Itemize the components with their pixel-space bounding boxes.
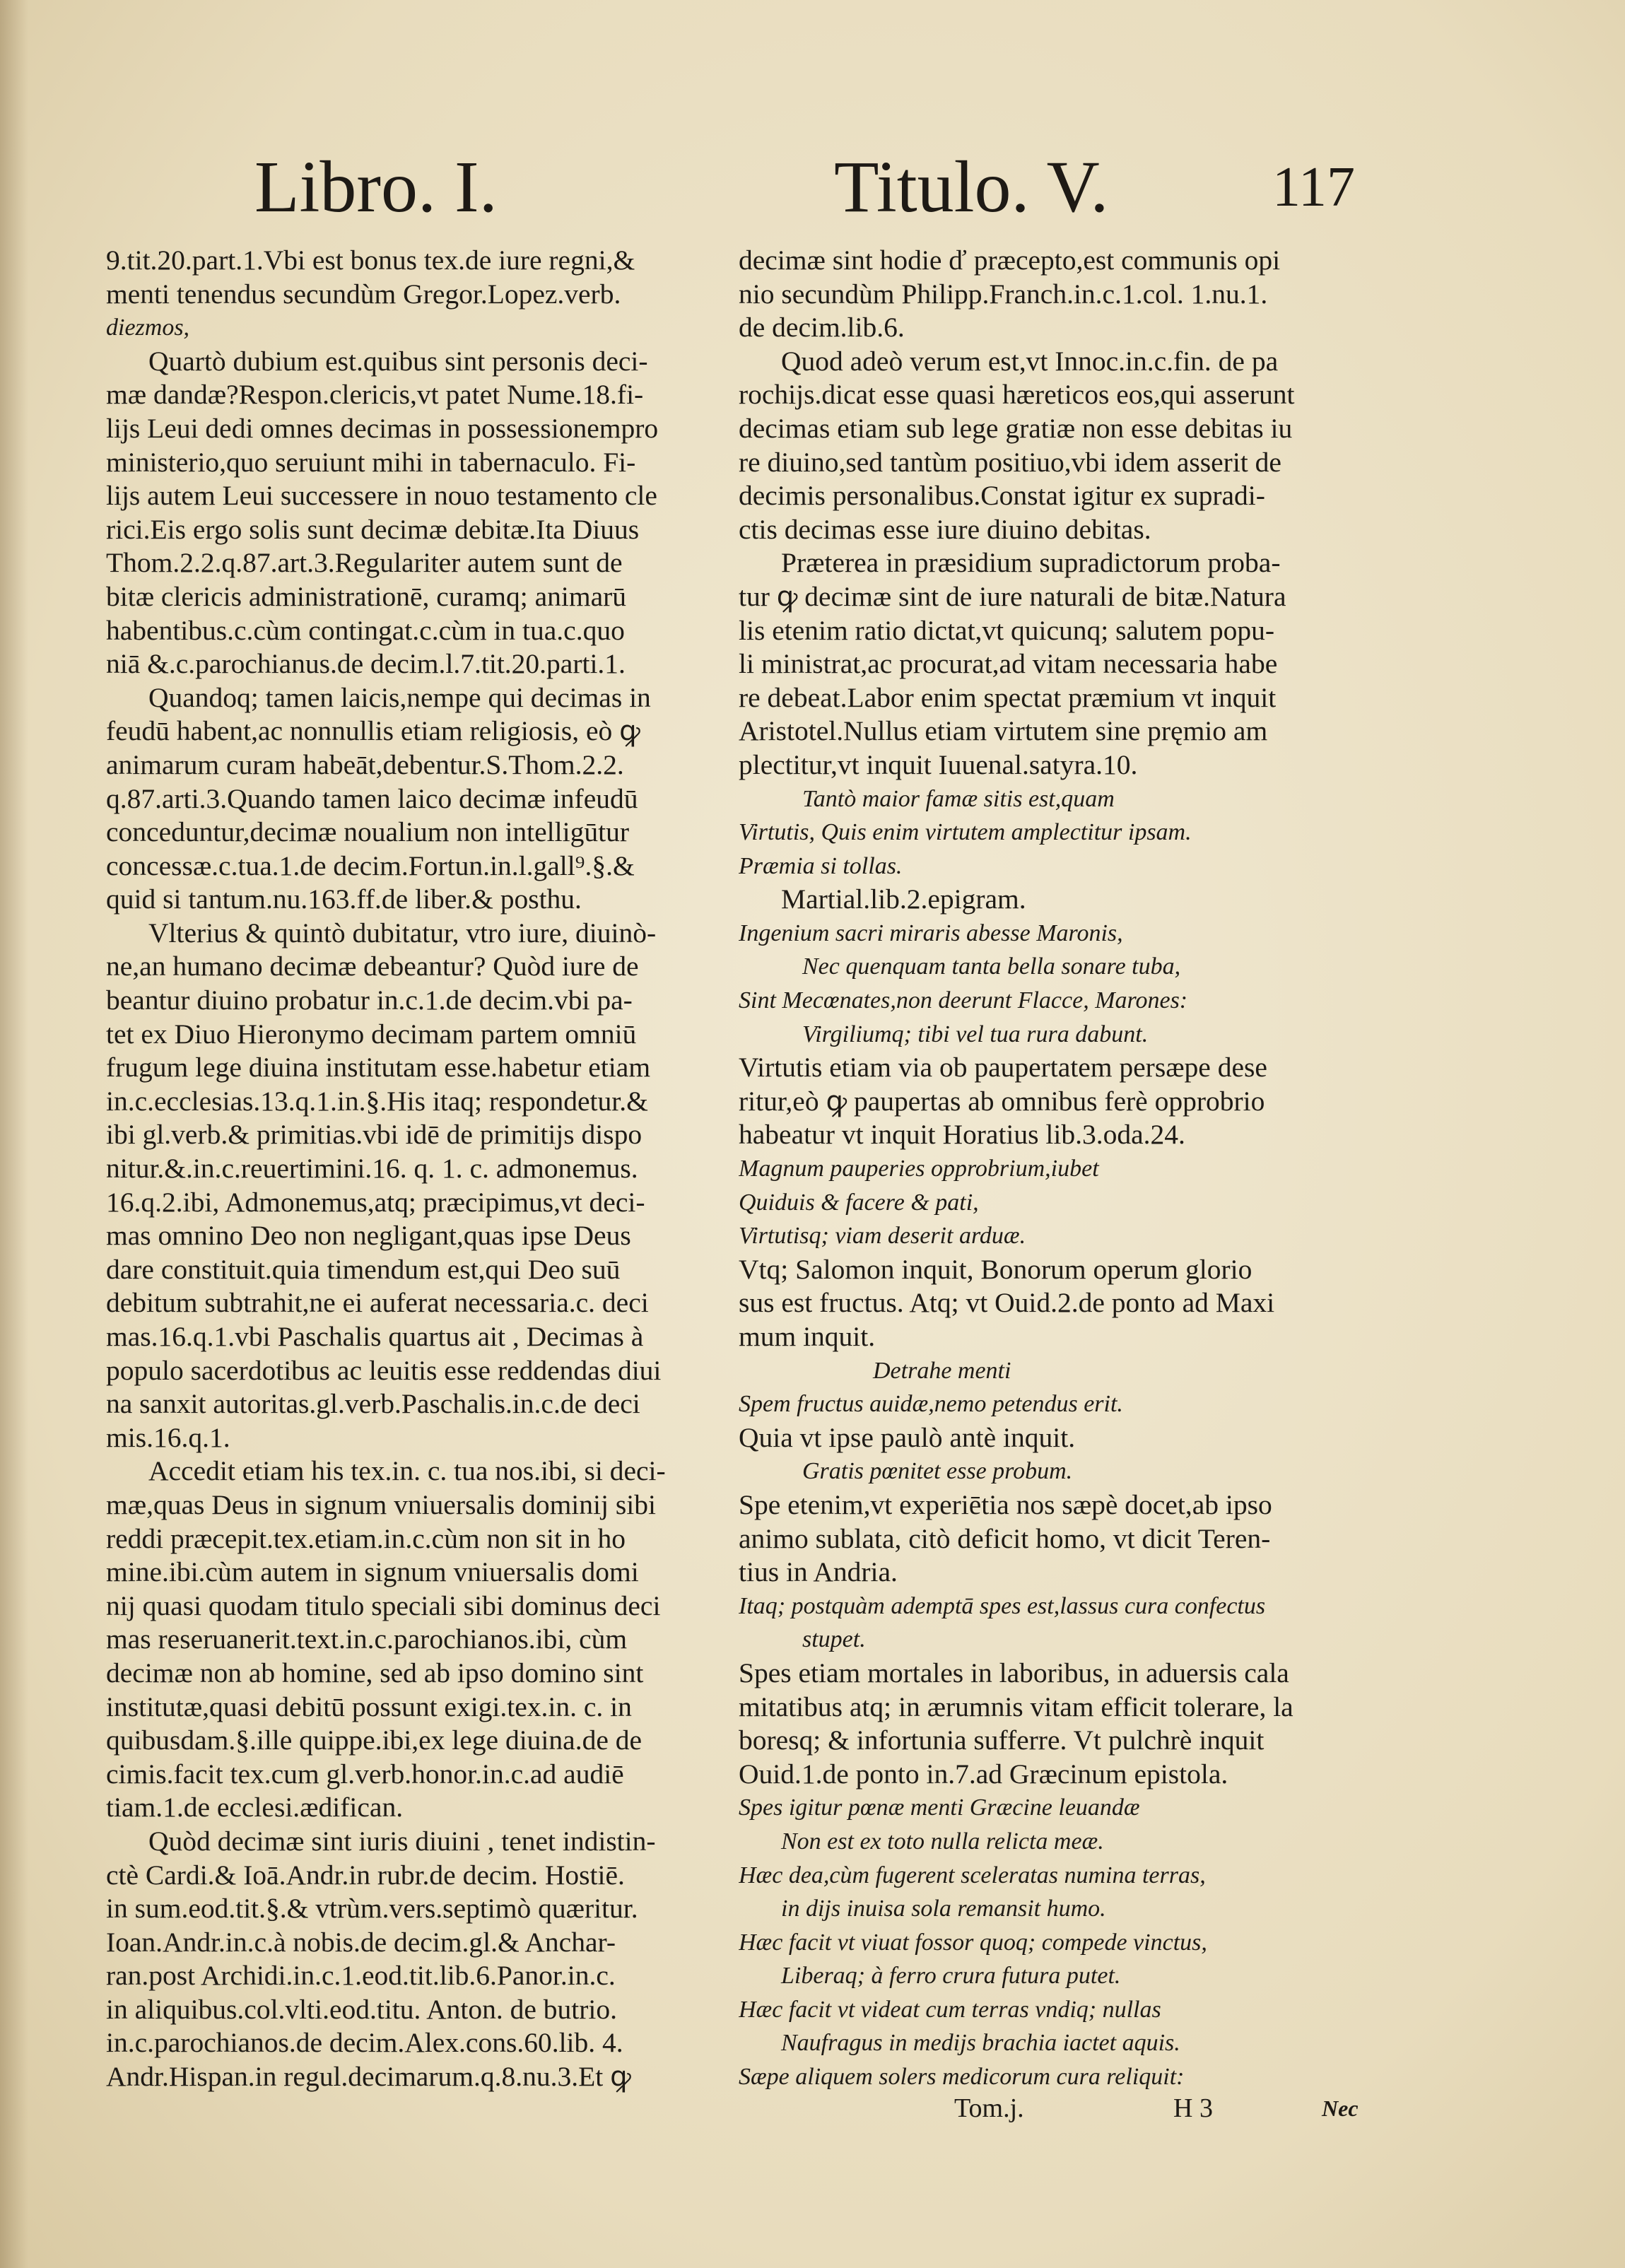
text-line: menti tenendus secundùm Gregor.Lopez.verb. <box>106 278 621 310</box>
text-line: ran.post Archidi.in.c.1.eod.tit.lib.6.Panor.in.c. <box>106 1960 616 1992</box>
text-line: lis etenim ratio dictat,vt quicunq; salutem popu- <box>739 614 1275 646</box>
text-line: Gratis pœnitet esse probum. <box>802 1458 1073 1485</box>
text-line: stupet. <box>802 1626 866 1653</box>
text-line: Quia vt ipse paulò antè inquit. <box>739 1421 1076 1453</box>
text-line: tet ex Diuo Hieronymo decimam partem omniū <box>106 1018 637 1050</box>
text-line: mine.ibi.cùm autem in signum vniuersalis domi <box>106 1556 639 1588</box>
text-line: in dijs inuisa sola remansit humo. <box>781 1896 1106 1922</box>
text-line: mas omnino Deo non negligant,quas ipse Deus <box>106 1220 631 1252</box>
binding-shadow <box>0 0 28 2268</box>
text-line: Nec quenquam tanta bella sonare tuba, <box>802 953 1181 980</box>
text-line: re diuino,sed tantùm positiuo,vbi idem asserit de <box>739 446 1281 478</box>
text-line: Spes etiam mortales in laboribus, in aduersis cala <box>739 1657 1289 1688</box>
text-line: habeatur vt inquit Horatius lib.3.oda.24. <box>739 1119 1185 1151</box>
text-line: Sint Mecœnates,non deerunt Flacce, Marones: <box>739 987 1188 1014</box>
text-line: ibi gl.verb.& primitias.vbi idē de primitijs dispo <box>106 1119 643 1151</box>
text-line: Itaq; postquàm ademptā spes est,lassus cura confectus <box>739 1592 1266 1619</box>
text-line: in sum.eod.tit.§.& vtrùm.vers.septimò quæritur. <box>106 1893 638 1925</box>
text-line: ctis decimas esse iure diuino debitas. <box>739 513 1151 545</box>
text-line: Ouid.1.de ponto in.7.ad Græcinum epistola. <box>739 1758 1228 1790</box>
text-line: Hæc facit vt videat cum terras vndiq; nullas <box>739 1996 1161 2023</box>
text-line: dare constituit.quia timendum est,qui Deo suū <box>106 1253 621 1285</box>
text-line: Quiduis & facere & pati, <box>739 1189 979 1216</box>
text-line: Ingenium sacri miraris abesse Maronis, <box>739 919 1123 946</box>
text-line: re debeat.Labor enim spectat præmium vt inquit <box>739 681 1277 713</box>
text-line: decimæ non ab homine, sed ab ipso domino sint <box>106 1657 644 1688</box>
text-line: decimæ sint hodie ď præcepto,est communis opi <box>739 245 1281 276</box>
text-line: Virtutisq; viam deserit arduæ. <box>739 1223 1026 1250</box>
text-line: Hæc facit vt viuat fossor quoq; compede vinctus, <box>739 1929 1207 1956</box>
text-line: mæ,quas Deus in signum vniuersalis dominij sibi <box>106 1488 656 1520</box>
text-line: Detrahe menti <box>873 1357 1011 1384</box>
text-line: Virtutis, Quis enim virtutem amplectitur ipsam. <box>739 819 1192 846</box>
text-line: mas reseruanerit.text.in.c.parochianos.ibi, cùm <box>106 1623 628 1655</box>
page-number: 117 <box>1272 156 1356 218</box>
left-column <box>106 244 703 2094</box>
text-line: mas.16.q.1.vbi Paschalis quartus ait , Decimas à <box>106 1321 644 1352</box>
text-line: diezmos, <box>106 315 190 341</box>
text-line: Hæc dea,cùm fugerent sceleratas numina terras, <box>739 1862 1206 1888</box>
text-line: 9.tit.20.part.1.Vbi est bonus tex.de iure regni,& <box>106 245 635 276</box>
text-line: mitatibus atq; in ærumnis vitam efficit tolerare, la <box>739 1691 1293 1722</box>
text-line: Magnum pauperies opprobrium,iubet <box>739 1156 1099 1182</box>
text-line: Non est ex toto nulla relicta meæ. <box>781 1828 1104 1855</box>
text-line: Virgiliumq; tibi vel tua rura dabunt. <box>802 1021 1149 1047</box>
text-line: tur ꝙ decimæ sint de iure naturali de bitæ.Natura <box>739 580 1286 612</box>
text-line: Vlterius & quintò dubitatur, vtro iure, diuinò- <box>148 917 657 948</box>
footer-tome: Tom.j. <box>954 2093 1024 2123</box>
text-line: Vtq; Salomon inquit, Bonorum operum glorio <box>739 1253 1253 1285</box>
text-line: mum inquit. <box>739 1321 876 1352</box>
text-line: frugum lege diuina institutam esse.habetur etiam <box>106 1052 651 1083</box>
text-line: Spe etenim,vt experiētia nos sæpè docet,ab ipso <box>739 1488 1272 1520</box>
text-line: institutæ,quasi debitū possunt exigi.tex.in. c. in <box>106 1691 632 1722</box>
text-line: animarum curam habeāt,debentur.S.Thom.2.2. <box>106 748 624 780</box>
text-line: Tantò maior famæ sitis est,quam <box>802 785 1115 812</box>
text-line: bitæ clericis administrationē, curamq; animarū <box>106 580 627 612</box>
text-line: quibusdam.§.ille quippe.ibi,ex lege diuina.de de <box>106 1724 643 1756</box>
text-line: ritur,eò ꝙ paupertas ab omnibus ferè opprobrio <box>739 1085 1265 1117</box>
text-line: Quod adeò verum est,vt Innoc.in.c.fin. de pa <box>781 345 1279 377</box>
text-line: ne,an humano decimæ debeantur? Quòd iure de <box>106 951 639 982</box>
text-line: lijs autem Leui successere in nouo testamento cle <box>106 480 657 512</box>
text-line: Naufragus in medijs brachia iactet aquis. <box>781 2030 1180 2057</box>
text-line: Ioan.Andr.in.c.à nobis.de decim.gl.& Anchar- <box>106 1926 616 1958</box>
text-line: lijs Leui dedi omnes decimas in possessionempro <box>106 412 659 444</box>
text-line: quid si tantum.nu.163.ff.de liber.& posthu. <box>106 883 582 915</box>
text-line: Sæpe aliquem solers medicorum cura reliquit: <box>739 2064 1185 2091</box>
text-line: Virtutis etiam via ob paupertatem persæpe dese <box>739 1052 1267 1083</box>
text-line: debitum subtrahit,ne ei auferat necessaria.c. deci <box>106 1287 649 1319</box>
text-line: feudū habent,ac nonnullis etiam religiosis, eò ꝙ <box>106 715 640 747</box>
text-line: Spem fructus auidæ,nemo petendus erit. <box>739 1391 1123 1418</box>
text-line: in aliquibus.col.vlti.eod.titu. Anton. de butrio. <box>106 1993 618 2025</box>
text-line: conceduntur,decimæ noualium non intelligūtur <box>106 816 629 848</box>
text-line: Præmia si tollas. <box>739 852 903 879</box>
text-line: Liberaq; à ferro crura futura putet. <box>781 1963 1121 1990</box>
text-line: Martial.lib.2.epigram. <box>781 883 1026 915</box>
text-line: beantur diuino probatur in.c.1.de decim.vbi pa- <box>106 985 633 1016</box>
text-line: rici.Eis ergo solis sunt decimæ debitæ.Ita Diuus <box>106 513 640 545</box>
right-column <box>739 244 1396 2094</box>
text-line: in.c.ecclesias.13.q.1.in.§.His itaq; respondetur.& <box>106 1085 648 1117</box>
text-line: Accedit etiam his tex.in. c. tua nos.ibi, si deci- <box>148 1455 666 1487</box>
running-head-title: Titulo. V. <box>834 146 1109 228</box>
text-line: cimis.facit tex.cum gl.verb.honor.in.c.ad audiē <box>106 1758 624 1790</box>
text-line: Quartò dubium est.quibus sint personis deci- <box>148 345 648 377</box>
text-line: populo sacerdotibus ac leuitis esse reddendas diui <box>106 1354 662 1386</box>
text-line: Andr.Hispan.in regul.decimarum.q.8.nu.3.Et ꝙ <box>106 2061 631 2093</box>
footer-catchword: Nec <box>1322 2096 1359 2121</box>
text-line: Præterea in præsidium supradictorum proba- <box>781 547 1281 579</box>
text-line: de decim.lib.6. <box>739 312 905 343</box>
text-line: Quòd decimæ sint iuris diuini , tenet indistin- <box>148 1825 656 1857</box>
text-line: rochijs.dicat esse quasi hæreticos eos,qui asserunt <box>739 379 1295 411</box>
text-line: concessæ.c.tua.1.de decim.Fortun.in.l.gall⁹.§.& <box>106 850 635 881</box>
text-line: tiam.1.de ecclesi.ædifican. <box>106 1792 404 1823</box>
text-line: q.87.arti.3.Quando tamen laico decimæ infeudū <box>106 782 638 814</box>
text-line: Aristotel.Nullus etiam virtutem sine pręmio am <box>739 715 1268 747</box>
text-line: Thom.2.2.q.87.art.3.Regulariter autem sunt de <box>106 547 623 579</box>
text-line: in.c.parochianos.de decim.Alex.cons.60.lib. 4. <box>106 2027 623 2059</box>
footer-signature: H 3 <box>1173 2093 1213 2123</box>
text-line: decimas etiam sub lege gratiæ non esse debitas iu <box>739 412 1293 444</box>
running-head-book: Libro. I. <box>254 146 498 228</box>
text-line: animo sublata, citò deficit homo, vt dicit Teren- <box>739 1522 1271 1554</box>
text-line: habentibus.c.cùm contingat.c.cùm in tua.c.quo <box>106 614 625 646</box>
text-line: li ministrat,ac procurat,ad vitam necessaria habe <box>739 648 1278 680</box>
text-line: ctè Cardi.& Ioā.Andr.in rubr.de decim. Hostiē. <box>106 1859 625 1891</box>
text-line: tius in Andria. <box>739 1556 898 1588</box>
text-line: mæ dandæ?Respon.clericis,vt patet Nume.18.fi- <box>106 379 644 411</box>
text-line: nij quasi quodam titulo speciali sibi dominus deci <box>106 1590 661 1621</box>
text-line: na sanxit autoritas.gl.verb.Paschalis.in.c.de deci <box>106 1388 640 1420</box>
text-line: sus est fructus. Atq; vt Ouid.2.de ponto ad Maxi <box>739 1287 1275 1319</box>
text-line: nitur.&.in.c.reuertimini.16. q. 1. c. admonemus. <box>106 1153 638 1185</box>
text-line: nio secundùm Philipp.Franch.in.c.1.col. 1.nu.1. <box>739 278 1268 310</box>
text-line: reddi præcepit.tex.etiam.in.c.cùm non sit in ho <box>106 1522 626 1554</box>
text-line: mis.16.q.1. <box>106 1421 230 1453</box>
text-line: boresq; & infortunia sufferre. Vt pulchrè inquit <box>739 1724 1265 1756</box>
text-line: niā &.c.parochianus.de decim.l.7.tit.20.parti.1. <box>106 648 626 680</box>
text-line: Quandoq; tamen laicis,nempe qui decimas in <box>148 681 651 713</box>
text-line: 16.q.2.ibi, Admonemus,atq; præcipimus,vt deci- <box>106 1186 645 1218</box>
text-line: ministerio,quo seruiunt mihi in tabernaculo. Fi- <box>106 446 636 478</box>
text-line: decimis personalibus.Constat igitur ex supradi- <box>739 480 1265 512</box>
text-line: plectitur,vt inquit Iuuenal.satyra.10. <box>739 748 1138 780</box>
text-line: Spes igitur pœnæ menti Græcine leuandæ <box>739 1794 1140 1821</box>
